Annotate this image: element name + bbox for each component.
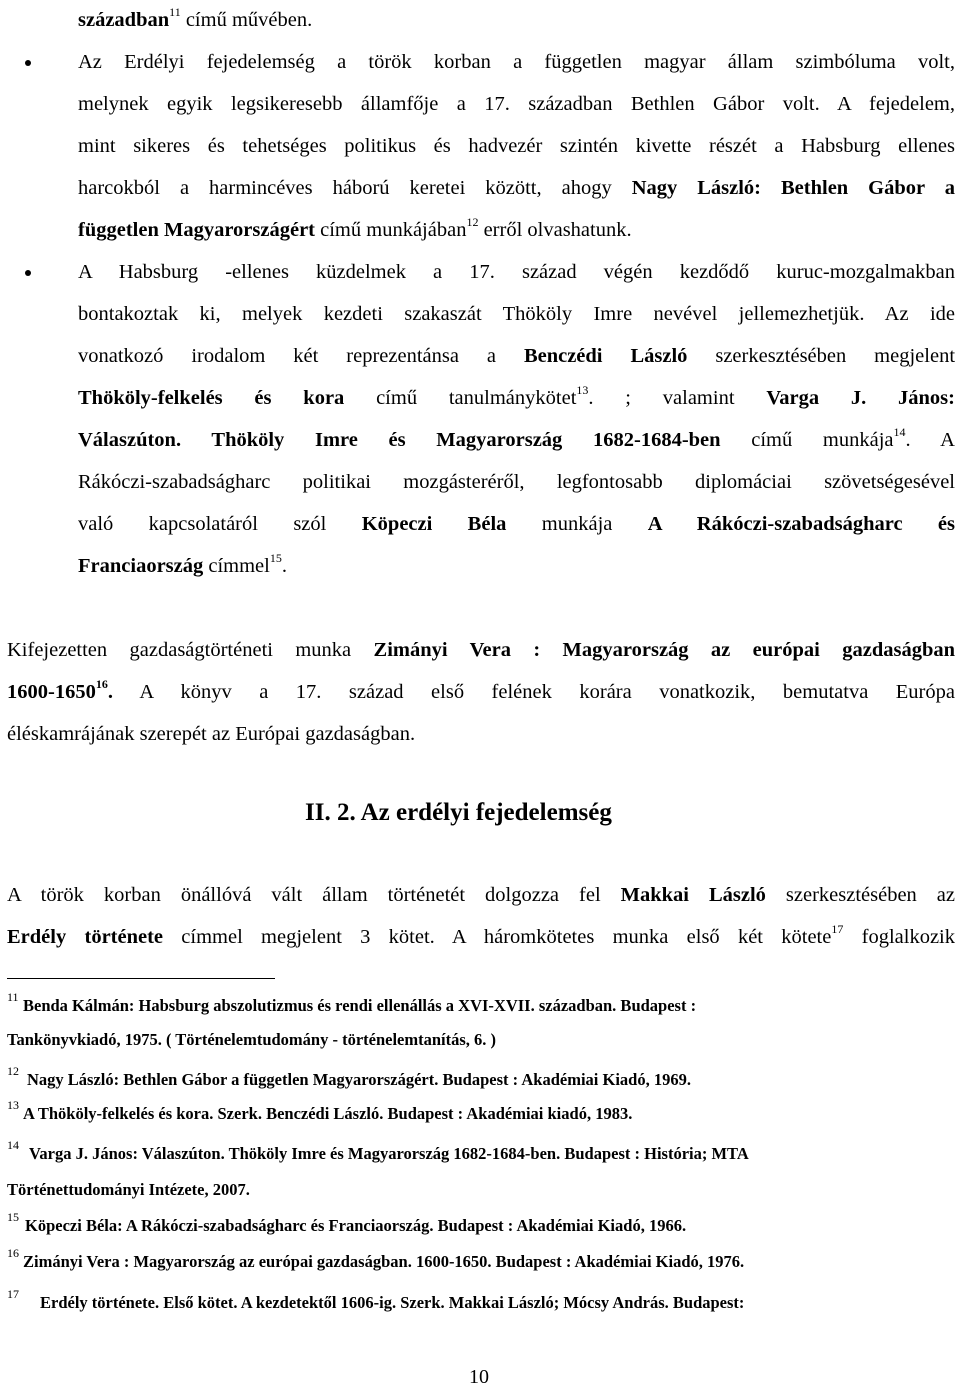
text-line (7, 922, 955, 949)
text: szerkesztésében megjelent (687, 345, 956, 367)
bold-text: független Magyarországért (78, 219, 316, 241)
text-line (78, 383, 955, 410)
text: A Habsburg -ellenes küzdelmek a 17. század végén kezdődő kuruc-mozgalmakban (78, 261, 955, 283)
footnote-ref: 11 (169, 5, 181, 20)
text: A török korban önállóvá vált állam történetét dolgozza fel (7, 884, 621, 906)
text: Az Erdélyi fejedelemség a török korban a független magyar állam szimbóluma volt, (78, 51, 955, 73)
text-line (78, 425, 955, 452)
footnote-14 (7, 1138, 955, 1164)
text: című művében. (180, 9, 313, 31)
text: Rákóczi-szabadságharc politikai mozgásteréről, legfontosabb diplomáciai szövetségesével (78, 471, 955, 493)
text: való kapcsolatáról szól (78, 513, 362, 535)
footnote-ref: 16 (95, 677, 108, 692)
footnote-text: Történettudományi Intézete, 2007. (7, 1180, 250, 1199)
text-line (78, 512, 955, 536)
text-line (78, 344, 955, 368)
text: munkája (506, 513, 648, 535)
text-line (78, 176, 955, 200)
footnote-text: Erdély története. Első kötet. A kezdetektől 1606-ig. Szerk. Makkai László; Mócsy András. Budapest: (40, 1293, 745, 1312)
footnote-number: 16 (7, 1246, 19, 1260)
text: című munkájában (315, 219, 467, 241)
text-line (7, 677, 955, 704)
footnote-ref: 13 (576, 383, 589, 398)
text-line (7, 722, 415, 746)
text: című tanulmánykötet (344, 387, 577, 409)
text: . A (905, 429, 955, 451)
footnote-14-cont (7, 1180, 250, 1200)
footnote-number: 12 (7, 1064, 19, 1078)
bold-text: században (78, 9, 170, 31)
footnote-ref: 12 (466, 215, 479, 230)
bold-text: Franciaország (78, 555, 204, 577)
text-line (7, 638, 955, 662)
text: Kifejezetten gazdaságtörténeti munka (7, 639, 374, 661)
footnote-text: Tankönyvkiadó, 1975. ( Történelemtudomány - történelemtanítás, 6. ) (7, 1030, 497, 1049)
section-heading: II. 2. Az erdélyi fejedelemség (305, 799, 612, 826)
bold-text: Makkai László (620, 884, 766, 906)
bold-text: Varga J. János: (766, 387, 955, 409)
text-line (78, 302, 955, 326)
text: című munkája (720, 429, 894, 451)
bold-text: Erdély története (7, 926, 164, 948)
text-line (78, 134, 955, 158)
bold-text: Válaszúton. Thököly Imre és Magyarország 1682-1684-ben (78, 429, 721, 451)
footnote-number: 14 (7, 1138, 19, 1152)
text: mint sikeres és tehetséges politikus és hadvezér szintén kivette részét a Habsburg ellenes (78, 135, 955, 157)
bold-text: Benczédi László (523, 345, 688, 367)
text: foglalkozik (843, 926, 955, 948)
text: éléskamrájának szerepét az Európai gazdaságban. (7, 723, 416, 745)
bullet (25, 270, 31, 276)
footnote-number: 17 (7, 1287, 19, 1301)
bold-text: 1600-1650 (7, 681, 96, 703)
footnote-ref: 17 (831, 922, 844, 937)
footnote-number: 11 (7, 990, 19, 1004)
text: harcokból a harmincéves háború keretei között, ahogy (78, 177, 632, 199)
bold-text: Thököly-felkelés és kora (78, 387, 345, 409)
text: . (281, 555, 287, 577)
footnote-text: Varga J. János: Válaszúton. Thököly Imre és Magyarország 1682-1684-ben. Budapest : História; MTA (29, 1144, 749, 1163)
text: A könyv a 17. század első felének korára vonatkozik, bemutatva Európa (112, 681, 955, 703)
bold-text: Nagy László: Bethlen Gábor a (631, 177, 955, 199)
text-line (78, 92, 955, 116)
footnote-text: Köpeczi Béla: A Rákóczi-szabadságharc és Franciaország. Budapest : Akadémiai Kiadó, 1966. (25, 1216, 687, 1235)
text-line (78, 551, 287, 578)
text: címmel megjelent 3 kötet. A háromkötetes munka első két kötete (163, 926, 832, 948)
bold-text: Zimányi Vera : Magyarország az európai gazdaságban (373, 639, 955, 661)
text-line (78, 50, 955, 74)
footnote-text: Nagy László: Bethlen Gábor a független Magyarországért. Budapest : Akadémiai Kiadó, 1969. (27, 1070, 691, 1089)
footnote-11-cont (7, 1030, 496, 1050)
page-number: 10 (469, 1366, 489, 1388)
text: erről olvashatunk. (478, 219, 632, 241)
text: vonatkozó irodalom két reprezentánsa a (78, 345, 524, 367)
text: . ; valamint (588, 387, 767, 409)
footnote-ref: 14 (893, 425, 906, 440)
text: melynek egyik legsikeresebb államfője a 17. században Bethlen Gábor volt. A fejedelem, (78, 93, 955, 115)
footnote-separator (7, 978, 275, 979)
footnote-text: Benda Kálmán: Habsburg abszolutizmus és rendi ellenállás a XVI-XVII. században. Budapest : (23, 996, 697, 1015)
bullet (25, 60, 31, 66)
text: szerkesztésében az (765, 884, 955, 906)
footnote-number: 13 (7, 1098, 19, 1112)
bold-text: A Rákóczi-szabadságharc és (647, 513, 956, 535)
text-line (78, 215, 632, 242)
bold-text: Köpeczi Béla (361, 513, 507, 535)
text: címmel (203, 555, 270, 577)
text-line (78, 5, 313, 32)
text-line (7, 883, 955, 907)
footnote-13 (7, 1098, 633, 1124)
text-line (78, 470, 955, 494)
footnote-17 (7, 1287, 745, 1313)
footnote-16 (7, 1246, 745, 1272)
footnote-12 (7, 1064, 691, 1090)
footnote-text: A Thököly-felkelés és kora. Szerk. Benczédi László. Budapest : Akadémiai kiadó, 1983. (23, 1104, 633, 1123)
footnote-15 (7, 1210, 687, 1236)
text-line (78, 260, 955, 284)
footnote-ref: 15 (269, 551, 282, 566)
bold-text: . (107, 681, 113, 703)
footnote-number: 15 (7, 1210, 19, 1224)
text: bontakoztak ki, melyek kezdeti szakaszát Thököly Imre nevével jellemezhetjük. Az ide (78, 303, 955, 325)
footnote-text: Zimányi Vera : Magyarország az európai gazdaságban. 1600-1650. Budapest : Akadémiai Kiadó, 1976. (23, 1252, 745, 1271)
footnote-11 (7, 990, 697, 1016)
